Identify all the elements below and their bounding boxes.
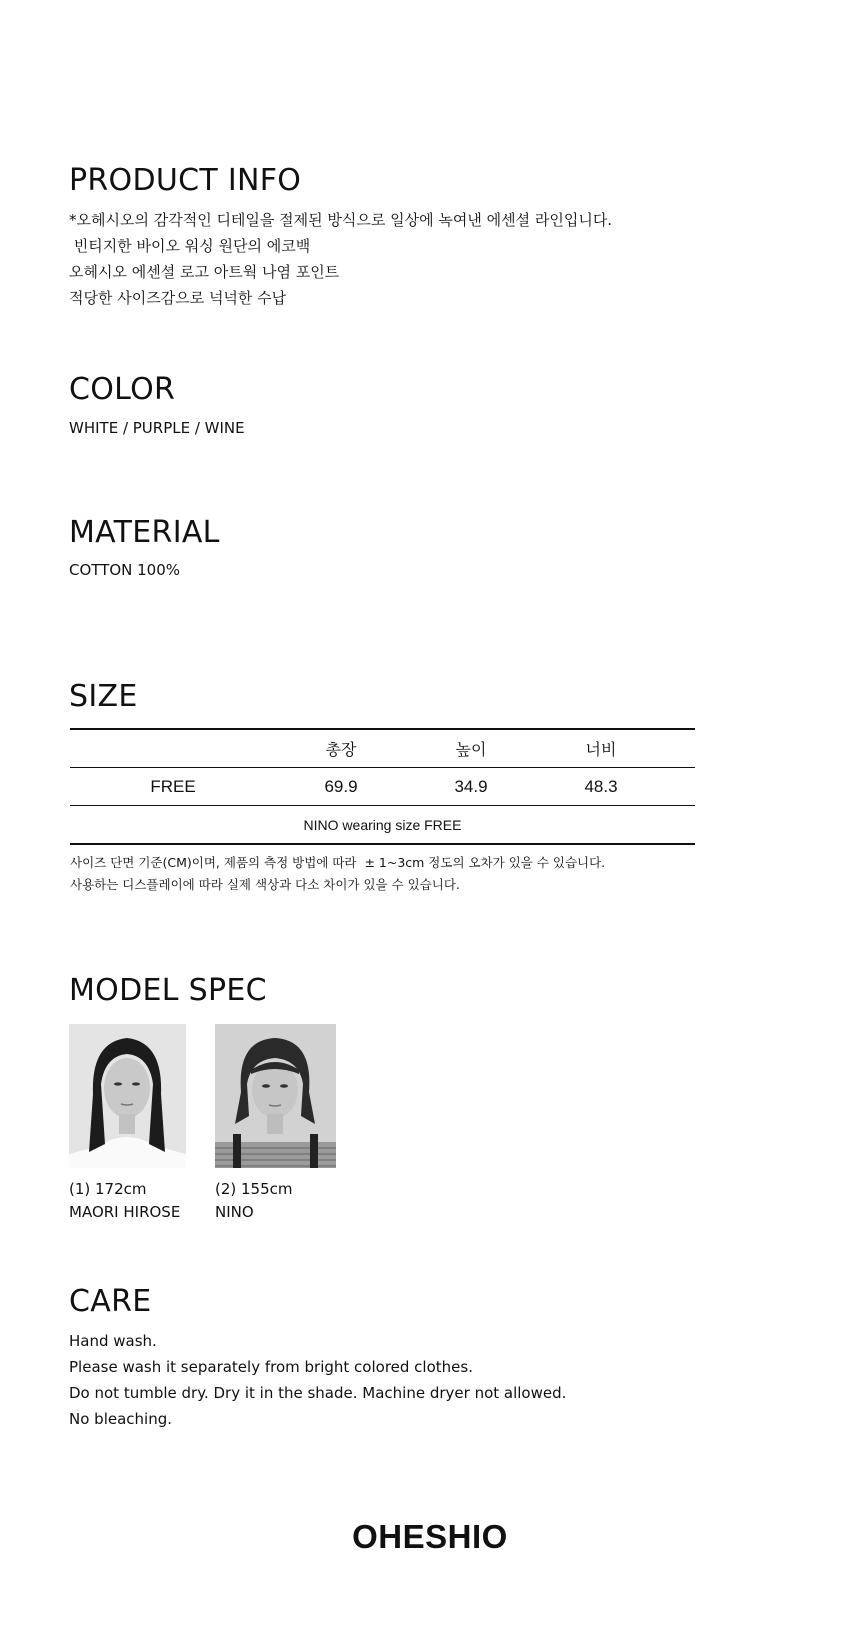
- model-card: [69, 1024, 186, 1224]
- color-title: COLOR: [69, 372, 176, 407]
- product-info-line: 빈티지한 바이오 워싱 원단의 에코백: [69, 237, 311, 255]
- model-card: [215, 1024, 336, 1224]
- model-spec-section: [69, 973, 267, 1009]
- size-section: [69, 679, 138, 715]
- size-note: 사이즈 단면 기준(CM)이며, 제품의 측정 방법에 따라 ± 1~3cm 정도의 오차가 있을 수 있습니다.: [70, 855, 606, 870]
- care-line: Please wash it separately from bright colored clothes.: [69, 1358, 473, 1376]
- table-row: [70, 768, 695, 806]
- size-header-cell: 너비: [536, 729, 666, 768]
- product-info-line: 오헤시오 에센셜 로고 아트웍 나염 포인트: [69, 263, 340, 281]
- size-wearing-note: NINO wearing size FREE: [70, 806, 695, 845]
- product-info-title: PRODUCT INFO: [69, 163, 302, 198]
- size-cell: FREE: [70, 768, 276, 806]
- size-cell: 69.9: [276, 768, 406, 806]
- product-info-line: *오헤시오의 감각적인 디테일을 절제된 방식으로 일상에 녹여낸 에센셜 라인입니다.: [69, 211, 613, 229]
- care-line: No bleaching.: [69, 1410, 172, 1428]
- material-section: [69, 515, 220, 583]
- product-info-line: 적당한 사이즈감으로 넉넉한 수납: [69, 289, 287, 307]
- model-name: MAORI HIROSE: [69, 1203, 181, 1221]
- model-photo: [215, 1024, 336, 1168]
- size-table-header: [70, 729, 695, 768]
- model-height: (1) 172cm: [69, 1180, 147, 1198]
- model-height: (2) 155cm: [215, 1180, 293, 1198]
- size-cell: 34.9: [406, 768, 536, 806]
- size-notes: [70, 852, 605, 896]
- size-wearing-row: [70, 806, 695, 845]
- color-value: WHITE / PURPLE / WINE: [69, 419, 245, 437]
- size-table: [70, 728, 695, 845]
- material-value: COTTON 100%: [69, 561, 181, 579]
- care-line: Do not tumble dry. Dry it in the shade. Machine dryer not allowed.: [69, 1384, 567, 1402]
- brand-logo: OHESHIO: [352, 1518, 508, 1555]
- product-info-section: [69, 163, 612, 311]
- size-header-cell: 높이: [406, 729, 536, 768]
- model-list: [69, 1024, 365, 1224]
- material-title: MATERIAL: [69, 515, 220, 550]
- care-line: Hand wash.: [69, 1332, 157, 1350]
- model-name: NINO: [215, 1203, 254, 1221]
- size-note: 사용하는 디스플레이에 따라 실제 색상과 다소 차이가 있을 수 있습니다.: [70, 877, 460, 892]
- size-cell: 48.3: [536, 768, 666, 806]
- care-section: [69, 1284, 566, 1432]
- size-header-cell: [70, 729, 276, 768]
- size-title: SIZE: [69, 679, 138, 714]
- model-photo: [69, 1024, 186, 1168]
- color-section: [69, 372, 245, 441]
- size-header-cell: 총장: [276, 729, 406, 768]
- model-spec-title: MODEL SPEC: [69, 973, 267, 1008]
- care-title: CARE: [69, 1284, 152, 1319]
